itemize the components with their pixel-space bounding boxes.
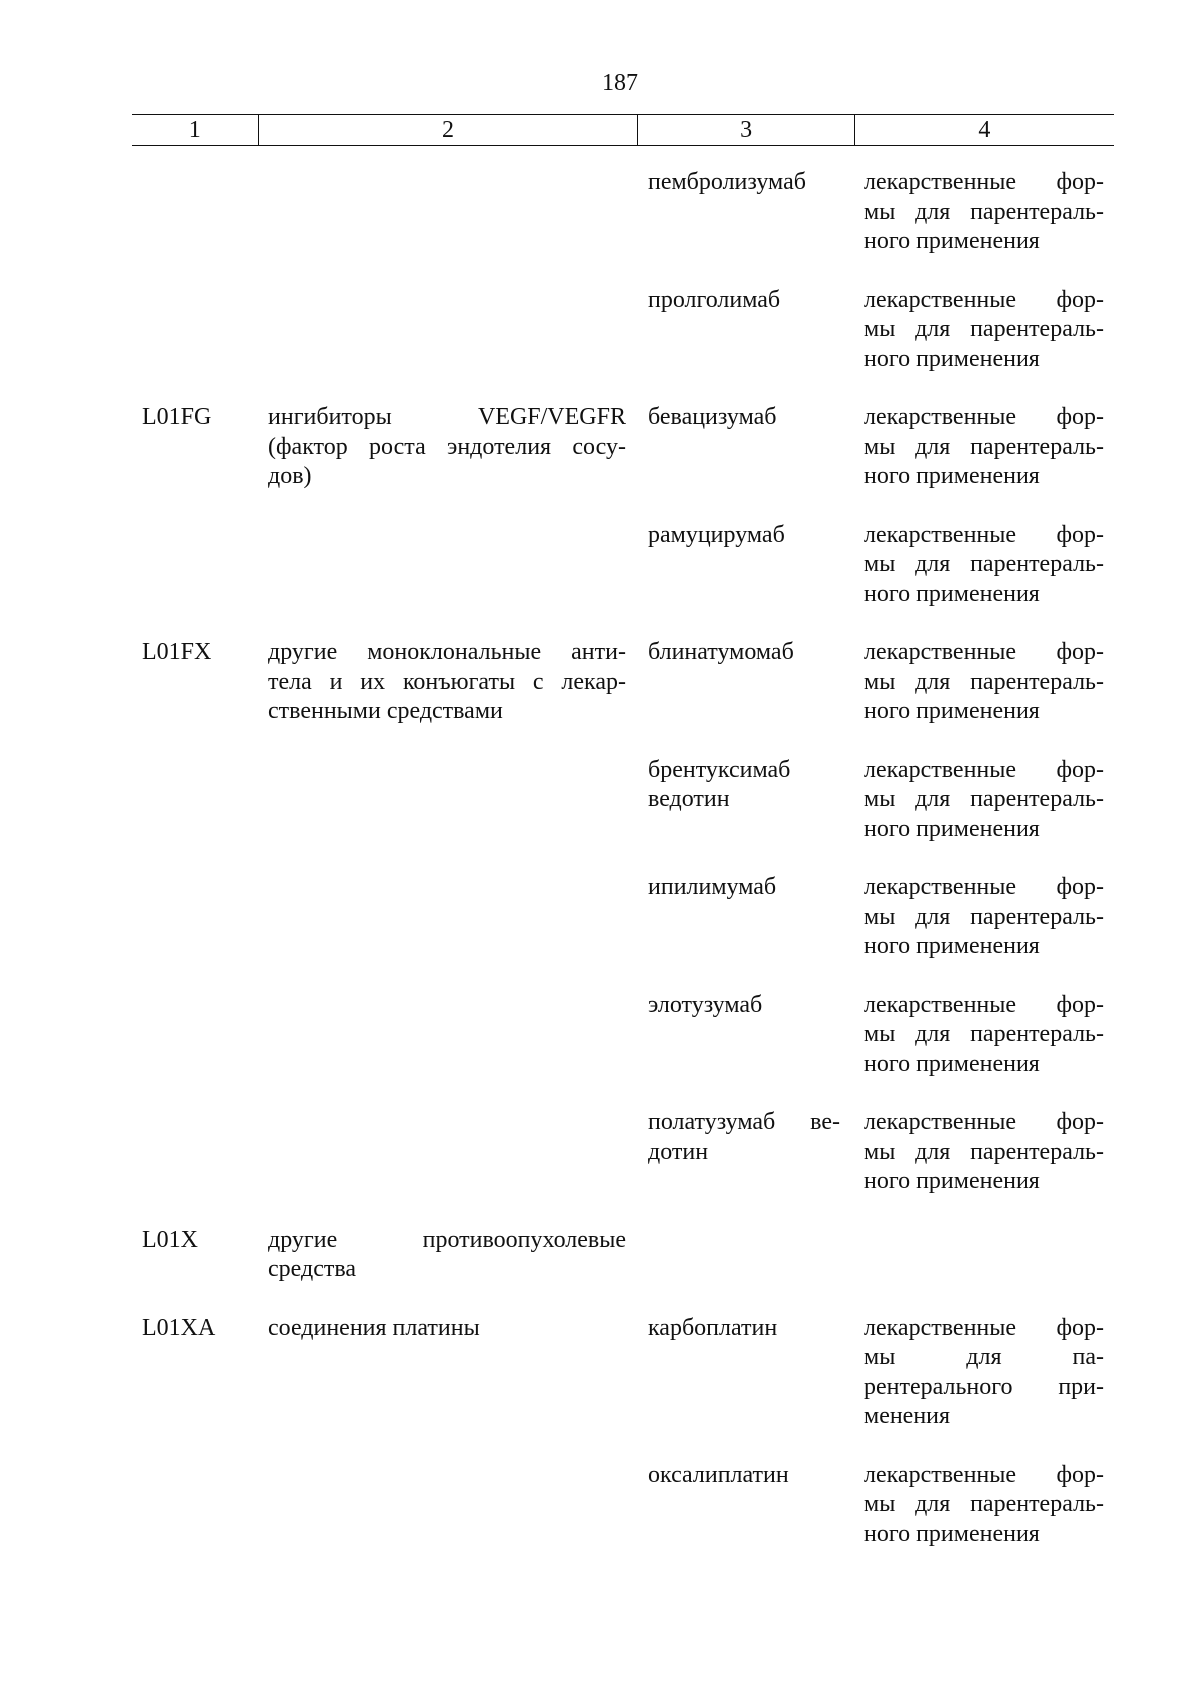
- drug-name-line: бевацизумаб: [648, 404, 777, 430]
- dosage-form-word: парентераль-: [970, 786, 1104, 812]
- dosage-form-line: ного применения: [864, 228, 1040, 254]
- dosage-form-line: [864, 550, 1104, 580]
- dosage-form-line: [864, 315, 1104, 345]
- atc-code: L01XA: [142, 1314, 216, 1341]
- dosage-form-word: лекарственные: [864, 286, 1017, 313]
- page-number: 187: [602, 70, 638, 96]
- drug-name: [638, 638, 854, 727]
- drug-name: [638, 403, 854, 492]
- dosage-form-line: [864, 433, 1104, 463]
- dosage-form-word: парентераль-: [970, 1138, 1104, 1165]
- dosage-form-line: [864, 1490, 1104, 1520]
- drug-name-line: пролголимаб: [648, 286, 781, 313]
- dosage-form-word: парентераль-: [970, 551, 1104, 577]
- drug-name: [638, 1461, 854, 1550]
- dosage-form-word: для: [915, 1021, 951, 1047]
- group-name-word: лекар-: [561, 668, 626, 695]
- table-row: [132, 991, 1114, 1080]
- dosage-form-line: ного применения: [864, 580, 1040, 607]
- dosage-form-word: мы: [864, 198, 896, 225]
- group-name-line: средства: [268, 1256, 357, 1282]
- dosage-form-line: ного применения: [864, 933, 1040, 959]
- group-name-word: с: [532, 668, 544, 695]
- table-body: [132, 168, 1114, 1578]
- drug-name-line: элотузумаб: [648, 991, 763, 1018]
- dosage-form-word: фор-: [1056, 169, 1104, 195]
- group-name: [258, 638, 638, 727]
- dosage-form-line: [864, 1373, 1104, 1403]
- dosage-form-line: [864, 756, 1104, 786]
- drug-name-line: [648, 1108, 840, 1138]
- group-name-word: ингибиторы: [268, 404, 392, 430]
- group-name: [258, 1314, 638, 1432]
- drug-name-line: блинатумомаб: [648, 639, 794, 665]
- table-row: [132, 403, 1114, 492]
- dosage-form-word: па-: [1072, 1344, 1104, 1370]
- table-row: [132, 1314, 1114, 1432]
- dosage-form: [854, 521, 1114, 610]
- dosage-form-word: парентераль-: [970, 433, 1104, 460]
- dosage-form-word: при-: [1058, 1373, 1104, 1400]
- dosage-form-line: [864, 873, 1104, 903]
- dosage-form-word: для: [915, 1491, 951, 1517]
- group-name: [258, 168, 638, 257]
- group-name-word: их: [360, 668, 386, 695]
- dosage-form-line: [864, 638, 1104, 668]
- header-col-3: 3: [637, 115, 853, 145]
- dosage-form-line: [864, 1138, 1104, 1168]
- group-name-line: дов): [268, 463, 312, 489]
- drug-name: [638, 521, 854, 610]
- header-col-1: 1: [188, 117, 201, 143]
- dosage-form-word: фор-: [1056, 1109, 1104, 1135]
- drug-name-line: оксалиплатин: [648, 1461, 789, 1488]
- dosage-form-word: фор-: [1056, 1461, 1104, 1488]
- dosage-form: [854, 991, 1114, 1080]
- atc-code: [132, 873, 258, 962]
- dosage-form: [854, 403, 1114, 492]
- atc-code: [132, 286, 258, 375]
- dosage-form-word: для: [915, 316, 951, 342]
- group-name: [258, 1461, 638, 1550]
- dosage-form-word: для: [915, 668, 951, 695]
- dosage-form-word: фор-: [1056, 874, 1104, 900]
- drug-name: [638, 1314, 854, 1432]
- dosage-form-line: [864, 903, 1104, 933]
- dosage-form-word: парентераль-: [970, 903, 1104, 930]
- dosage-form-line: [864, 168, 1104, 198]
- dosage-form-word: мы: [864, 1021, 896, 1047]
- dosage-form-word: лекарственные: [864, 521, 1017, 548]
- dosage-form-word: для: [966, 1344, 1002, 1370]
- group-name: [258, 756, 638, 845]
- group-name-line: [268, 433, 626, 463]
- table-row: [132, 1108, 1114, 1197]
- atc-code: L01FG: [142, 404, 212, 430]
- group-name-line: соединения платины: [268, 1314, 480, 1341]
- dosage-form-line: [864, 785, 1104, 815]
- table-row: [132, 286, 1114, 375]
- header-col-4: 4: [854, 115, 1114, 145]
- dosage-form-word: лекарственные: [864, 874, 1017, 900]
- group-name-word: роста: [369, 433, 426, 460]
- atc-code: L01X: [142, 1226, 198, 1253]
- dosage-form: [854, 1314, 1114, 1432]
- dosage-form-word: фор-: [1056, 639, 1104, 665]
- dosage-form-word: лекарственные: [864, 756, 1017, 783]
- header-col-2: 2: [258, 115, 638, 145]
- atc-code: [132, 1108, 258, 1197]
- drug-name: [638, 286, 854, 375]
- drug-name-line: дотин: [648, 1138, 709, 1165]
- table-row: [132, 638, 1114, 727]
- dosage-form-word: фор-: [1056, 991, 1104, 1018]
- dosage-form-word: лекарственные: [864, 991, 1017, 1018]
- dosage-form-line: [864, 668, 1104, 698]
- group-name: [258, 286, 638, 375]
- dosage-form-line: ного применения: [864, 698, 1040, 724]
- dosage-form-line: [864, 991, 1104, 1021]
- group-name: [258, 991, 638, 1080]
- drug-name: [638, 756, 854, 845]
- dosage-form-word: мы: [864, 903, 896, 930]
- dosage-form-line: [864, 1314, 1104, 1344]
- group-name-word: моноклональные: [367, 639, 542, 665]
- drug-name-line: брентуксимаб: [648, 756, 791, 783]
- dosage-form-word: фор-: [1056, 756, 1104, 783]
- drug-name: [638, 168, 854, 257]
- dosage-form-line: ного применения: [864, 345, 1040, 372]
- table-row: [132, 168, 1114, 257]
- drug-name-line: карбоплатин: [648, 1314, 778, 1341]
- dosage-form-line: ного применения: [864, 815, 1040, 842]
- dosage-form-word: рентерального: [864, 1373, 1013, 1400]
- group-name: [258, 521, 638, 610]
- dosage-form-line: ного применения: [864, 1520, 1040, 1547]
- dosage-form-word: мы: [864, 433, 896, 460]
- group-name-word: анти-: [571, 639, 626, 665]
- group-name-word: (фактор: [268, 433, 348, 460]
- table-row: [132, 521, 1114, 610]
- table-row: [132, 756, 1114, 845]
- dosage-form-word: парентераль-: [970, 668, 1104, 695]
- atc-code: [132, 991, 258, 1080]
- dosage-form: [854, 638, 1114, 727]
- group-name-word: VEGF/VEGFR: [477, 404, 626, 430]
- drug-name-line: рамуцирумаб: [648, 521, 785, 548]
- dosage-form-word: мы: [864, 1344, 896, 1370]
- drug-name: [638, 1108, 854, 1197]
- group-name-line: [268, 638, 626, 668]
- dosage-form-word: лекарственные: [864, 169, 1017, 195]
- dosage-form-word: фор-: [1056, 404, 1104, 430]
- atc-code: [132, 168, 258, 257]
- dosage-form-word: парентераль-: [970, 316, 1104, 342]
- dosage-form-line: [864, 1108, 1104, 1138]
- dosage-form-word: мы: [864, 668, 896, 695]
- group-name-line: ственными средствами: [268, 698, 503, 724]
- dosage-form: [854, 1461, 1114, 1550]
- dosage-form: [854, 168, 1114, 257]
- dosage-form-word: фор-: [1056, 521, 1104, 548]
- dosage-form-word: мы: [864, 316, 896, 342]
- dosage-form-line: [864, 198, 1104, 228]
- drug-name: [638, 873, 854, 962]
- dosage-form-word: мы: [864, 551, 896, 577]
- dosage-form-line: [864, 1461, 1104, 1491]
- group-name: [258, 873, 638, 962]
- group-name-word: сосу-: [572, 433, 626, 460]
- table-header: [132, 114, 1114, 146]
- drug-name: [638, 991, 854, 1080]
- group-name-line: [268, 668, 626, 698]
- dosage-form-word: для: [915, 551, 951, 577]
- dosage-form-word: фор-: [1056, 286, 1104, 313]
- table-row: [132, 1226, 1114, 1285]
- table-row: [132, 873, 1114, 962]
- dosage-form-word: парентераль-: [970, 198, 1104, 225]
- group-name: [258, 1226, 638, 1285]
- dosage-form-word: мы: [864, 1138, 896, 1165]
- dosage-form-word: мы: [864, 786, 896, 812]
- dosage-form-word: лекарственные: [864, 404, 1017, 430]
- drug-name-word: ве-: [810, 1109, 840, 1135]
- dosage-form-word: парентераль-: [970, 1491, 1104, 1517]
- dosage-form-word: лекарственные: [864, 639, 1017, 665]
- drug-name-line: пембролизумаб: [648, 169, 806, 195]
- dosage-form-word: лекарственные: [864, 1314, 1017, 1341]
- group-name-word: другие: [268, 1226, 338, 1253]
- dosage-form-line: [864, 1020, 1104, 1050]
- dosage-form-word: парентераль-: [970, 1021, 1104, 1047]
- atc-code: L01FX: [142, 639, 212, 665]
- group-name: [258, 403, 638, 492]
- atc-code: [132, 1461, 258, 1550]
- dosage-form-word: фор-: [1056, 1314, 1104, 1341]
- table-row: [132, 1461, 1114, 1550]
- dosage-form: [854, 1108, 1114, 1197]
- group-name-word: тела: [268, 668, 312, 695]
- dosage-form: [854, 1226, 1114, 1285]
- dosage-form-line: ного применения: [864, 1050, 1040, 1077]
- drug-name: [638, 1226, 854, 1285]
- dosage-form-word: для: [915, 198, 951, 225]
- group-name-word: и: [329, 668, 343, 695]
- dosage-form-line: менения: [864, 1403, 951, 1429]
- dosage-form-word: лекарственные: [864, 1109, 1017, 1135]
- dosage-form-line: [864, 1343, 1104, 1373]
- dosage-form-word: для: [915, 786, 951, 812]
- group-name-word: конъюгаты: [402, 668, 516, 695]
- dosage-form-word: для: [915, 903, 951, 930]
- dosage-form-line: [864, 286, 1104, 316]
- dosage-form-word: лекарственные: [864, 1461, 1017, 1488]
- group-name-line: [268, 403, 626, 433]
- drug-name-word: полатузумаб: [648, 1109, 776, 1135]
- group-name-word: противоопухолевые: [422, 1226, 626, 1253]
- dosage-form: [854, 756, 1114, 845]
- group-name: [258, 1108, 638, 1197]
- dosage-form-word: мы: [864, 1491, 896, 1517]
- dosage-form-line: [864, 521, 1104, 551]
- dosage-form-line: [864, 403, 1104, 433]
- dosage-form-word: для: [915, 1138, 951, 1165]
- atc-code: [132, 521, 258, 610]
- drug-name-line: ведотин: [648, 786, 730, 812]
- dosage-form: [854, 286, 1114, 375]
- group-name-line: [268, 1226, 626, 1256]
- drug-name-line: ипилимумаб: [648, 874, 777, 900]
- dosage-form: [854, 873, 1114, 962]
- group-name-word: эндотелия: [447, 433, 552, 460]
- atc-code: [132, 756, 258, 845]
- group-name-word: другие: [268, 639, 338, 665]
- dosage-form-line: ного применения: [864, 463, 1040, 489]
- dosage-form-word: для: [915, 433, 951, 460]
- dosage-form-line: ного применения: [864, 1168, 1040, 1194]
